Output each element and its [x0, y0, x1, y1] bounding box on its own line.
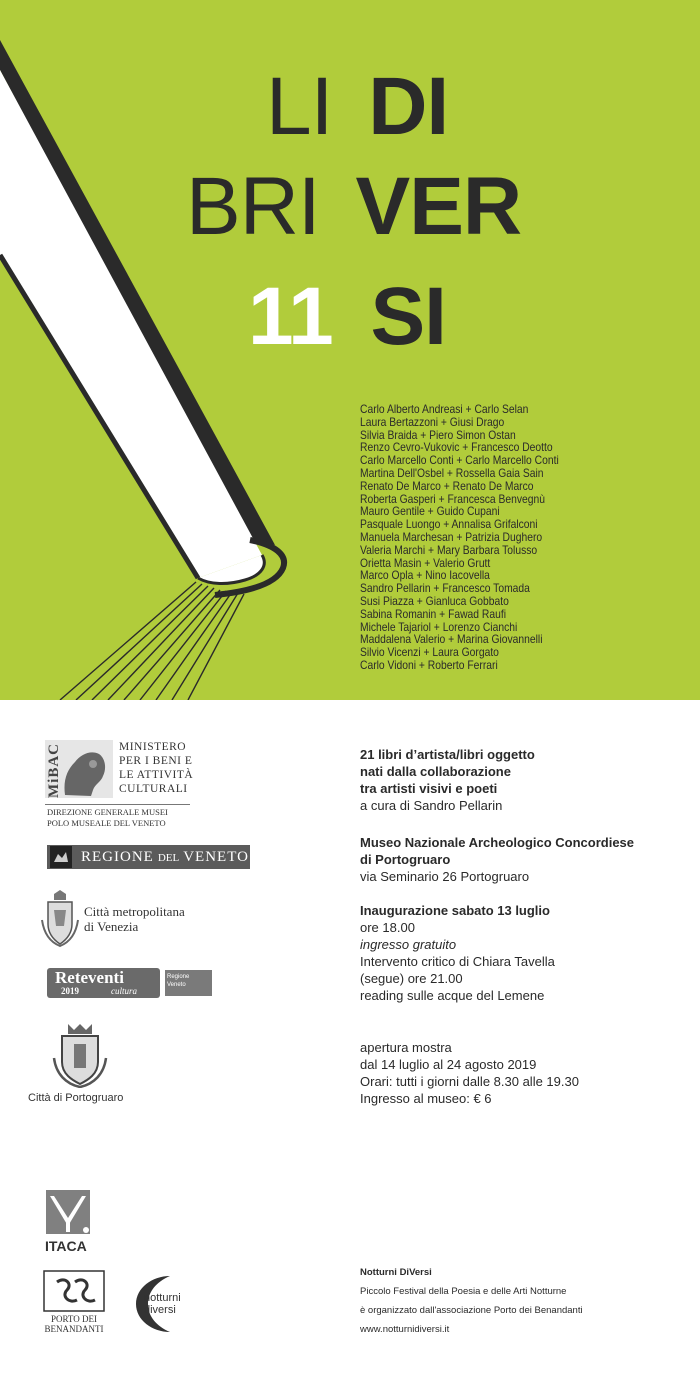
venezia-logo: [40, 890, 200, 950]
portogruaro-logo: [28, 1022, 148, 1112]
notturni-line: notturni: [144, 1292, 181, 1304]
regione-word: VENETO: [183, 849, 249, 865]
benandanti-line: PORTO DEI: [50, 1314, 98, 1324]
notturni-diversi-logo: [130, 1272, 200, 1336]
itaca-label: ITACA: [45, 1238, 87, 1254]
regione-word: REGIONE: [81, 849, 154, 865]
benandanti-logo: [43, 1270, 107, 1336]
list-item: Silvio Vicenzi + Laura Gorgato: [360, 645, 499, 660]
list-item: Carlo Marcello Conti + Carlo Marcello Conti: [360, 453, 559, 468]
list-item: Marco Opla + Nino Iacovella: [360, 568, 490, 583]
benandanti-emblem-icon: [43, 1270, 105, 1312]
list-item: Manuela Marchesan + Patrizia Dughero: [360, 529, 543, 544]
mibac-sub: POLO MUSEALE DEL VENETO: [47, 818, 166, 828]
reteventi-name: Reteventi: [55, 968, 124, 987]
schedule-line: Ingresso al museo: € 6: [360, 1091, 492, 1106]
regione-veneto-logo: [47, 845, 250, 869]
venezia-crest-icon: [40, 890, 80, 948]
desc-line: tra artisti visivi e poeti: [360, 781, 498, 796]
portogruaro-crest-icon: [50, 1022, 110, 1088]
list-item: Martina Dell'Osbel + Rossella Gaia Sain: [360, 465, 544, 480]
itaca-tree-icon: [46, 1190, 90, 1234]
footer-org: Notturni DiVersi: [360, 1267, 432, 1278]
museum-name: di Portogruaro: [360, 852, 451, 867]
list-item: Sandro Pellarin + Francesco Tomada: [360, 581, 530, 596]
list-item: Maddalena Valerio + Marina Giovannelli: [360, 632, 543, 647]
reading-line: reading sulle acque del Lemene: [360, 988, 545, 1003]
mibac-line: CULTURALI: [119, 783, 188, 795]
schedule-line: apertura mostra: [360, 1040, 452, 1055]
venue-block: [360, 834, 634, 885]
itaca-logo: [45, 1190, 105, 1255]
title-row-2: [186, 161, 522, 252]
mibac-line: PER I BENI E: [119, 755, 193, 767]
reteventi-side: Regione: [167, 974, 190, 980]
mibac-sub: DIREZIONE GENERALE MUSEI: [47, 807, 168, 817]
organizer-footer: [360, 1263, 583, 1339]
title-word-li: LI: [266, 61, 333, 152]
reteventi-year: 2019: [61, 986, 79, 996]
museum-address: via Seminario 26 Portogruaro: [360, 869, 530, 884]
list-item: Orietta Masin + Valerio Grutt: [360, 555, 491, 570]
footer-url[interactable]: www.notturnidiversi.it: [360, 1324, 450, 1335]
title-number: 11: [248, 271, 333, 362]
lion-icon: [50, 846, 72, 868]
desc-line: nati dalla collaborazione: [360, 764, 511, 779]
list-item: Laura Bertazzoni + Giusi Drago: [360, 414, 505, 429]
regione-word: DEL: [157, 852, 180, 864]
mibac-mark: MiBAC: [46, 743, 62, 798]
footer-festival: Piccolo Festival della Poesia e delle Arti Notturne: [360, 1286, 567, 1297]
mibac-line: MINISTERO: [119, 741, 187, 753]
list-item: Michele Tajariol + Lorenzo Cianchi: [360, 619, 518, 634]
reteventi-logo: [47, 968, 217, 1000]
schedule-line: Orari: tutti i giorni dalle 8.30 alle 19.30: [360, 1074, 579, 1089]
notturni-line: diversi: [144, 1304, 176, 1316]
desc-line: 21 libri d’artista/libri oggetto: [360, 747, 535, 762]
schedule-line: dal 14 luglio al 24 agosto 2019: [360, 1057, 537, 1072]
reteventi-side: Veneto: [167, 982, 186, 988]
venezia-line: Città metropolitana: [84, 904, 185, 919]
title-word-di: DI: [368, 61, 449, 152]
list-item: Pasquale Luongo + Annalisa Grifalconi: [360, 517, 538, 532]
list-item: Roberta Gasperi + Francesca Benvegnù: [360, 491, 546, 506]
opening-block: [360, 902, 555, 1004]
title-word-bri: BRI: [186, 161, 320, 252]
benandanti-line: BENANDANTI: [44, 1324, 104, 1334]
artist-poet-list: [360, 403, 559, 672]
list-item: Renato De Marco + Renato De Marco: [360, 478, 534, 493]
museum-name: Museo Nazionale Archeologico Concordiese: [360, 835, 635, 850]
title-row-3: [248, 271, 446, 362]
list-item: Valeria Marchi + Mary Barbara Tolusso: [360, 542, 538, 557]
schedule-block: [360, 1039, 579, 1107]
footer-organizer: è organizzato dall'associazione Porto dei Benandanti: [360, 1305, 583, 1316]
inauguration-time: ore 18.00: [360, 920, 415, 935]
mibac-line: LE ATTIVITÀ: [119, 769, 194, 781]
list-item: Sabina Romanin + Fawad Raufi: [360, 606, 506, 621]
free-entry: ingresso gratuito: [360, 937, 457, 952]
title-word-si: SI: [370, 271, 446, 362]
follow-line: (segue) ore 21.00: [360, 971, 463, 986]
list-item: Renzo Cevro-Vukovic + Francesco Deotto: [360, 440, 553, 455]
list-item: Silvia Braida + Piero Simon Ostan: [360, 427, 516, 442]
event-description: [360, 746, 535, 814]
title-word-ver: VER: [355, 161, 522, 252]
venezia-line: di Venezia: [84, 919, 139, 934]
mibac-logo: [45, 740, 195, 830]
inauguration-line: Inaugurazione sabato 13 luglio: [360, 903, 550, 918]
title-row-1: [266, 61, 449, 152]
list-item: Carlo Vidoni + Roberto Ferrari: [360, 657, 498, 672]
list-item: Carlo Alberto Andreasi + Carlo Selan: [360, 402, 529, 416]
list-item: Mauro Gentile + Guido Cupani: [360, 504, 500, 519]
reteventi-sub: cultura: [111, 986, 137, 996]
talk-line: Intervento critico di Chiara Tavella: [360, 954, 555, 969]
portogruaro-label: Città di Portogruaro: [28, 1092, 124, 1104]
list-item: Susi Piazza + Gianluca Gobbato: [360, 593, 509, 608]
curator-line: a cura di Sandro Pellarin: [360, 798, 503, 813]
